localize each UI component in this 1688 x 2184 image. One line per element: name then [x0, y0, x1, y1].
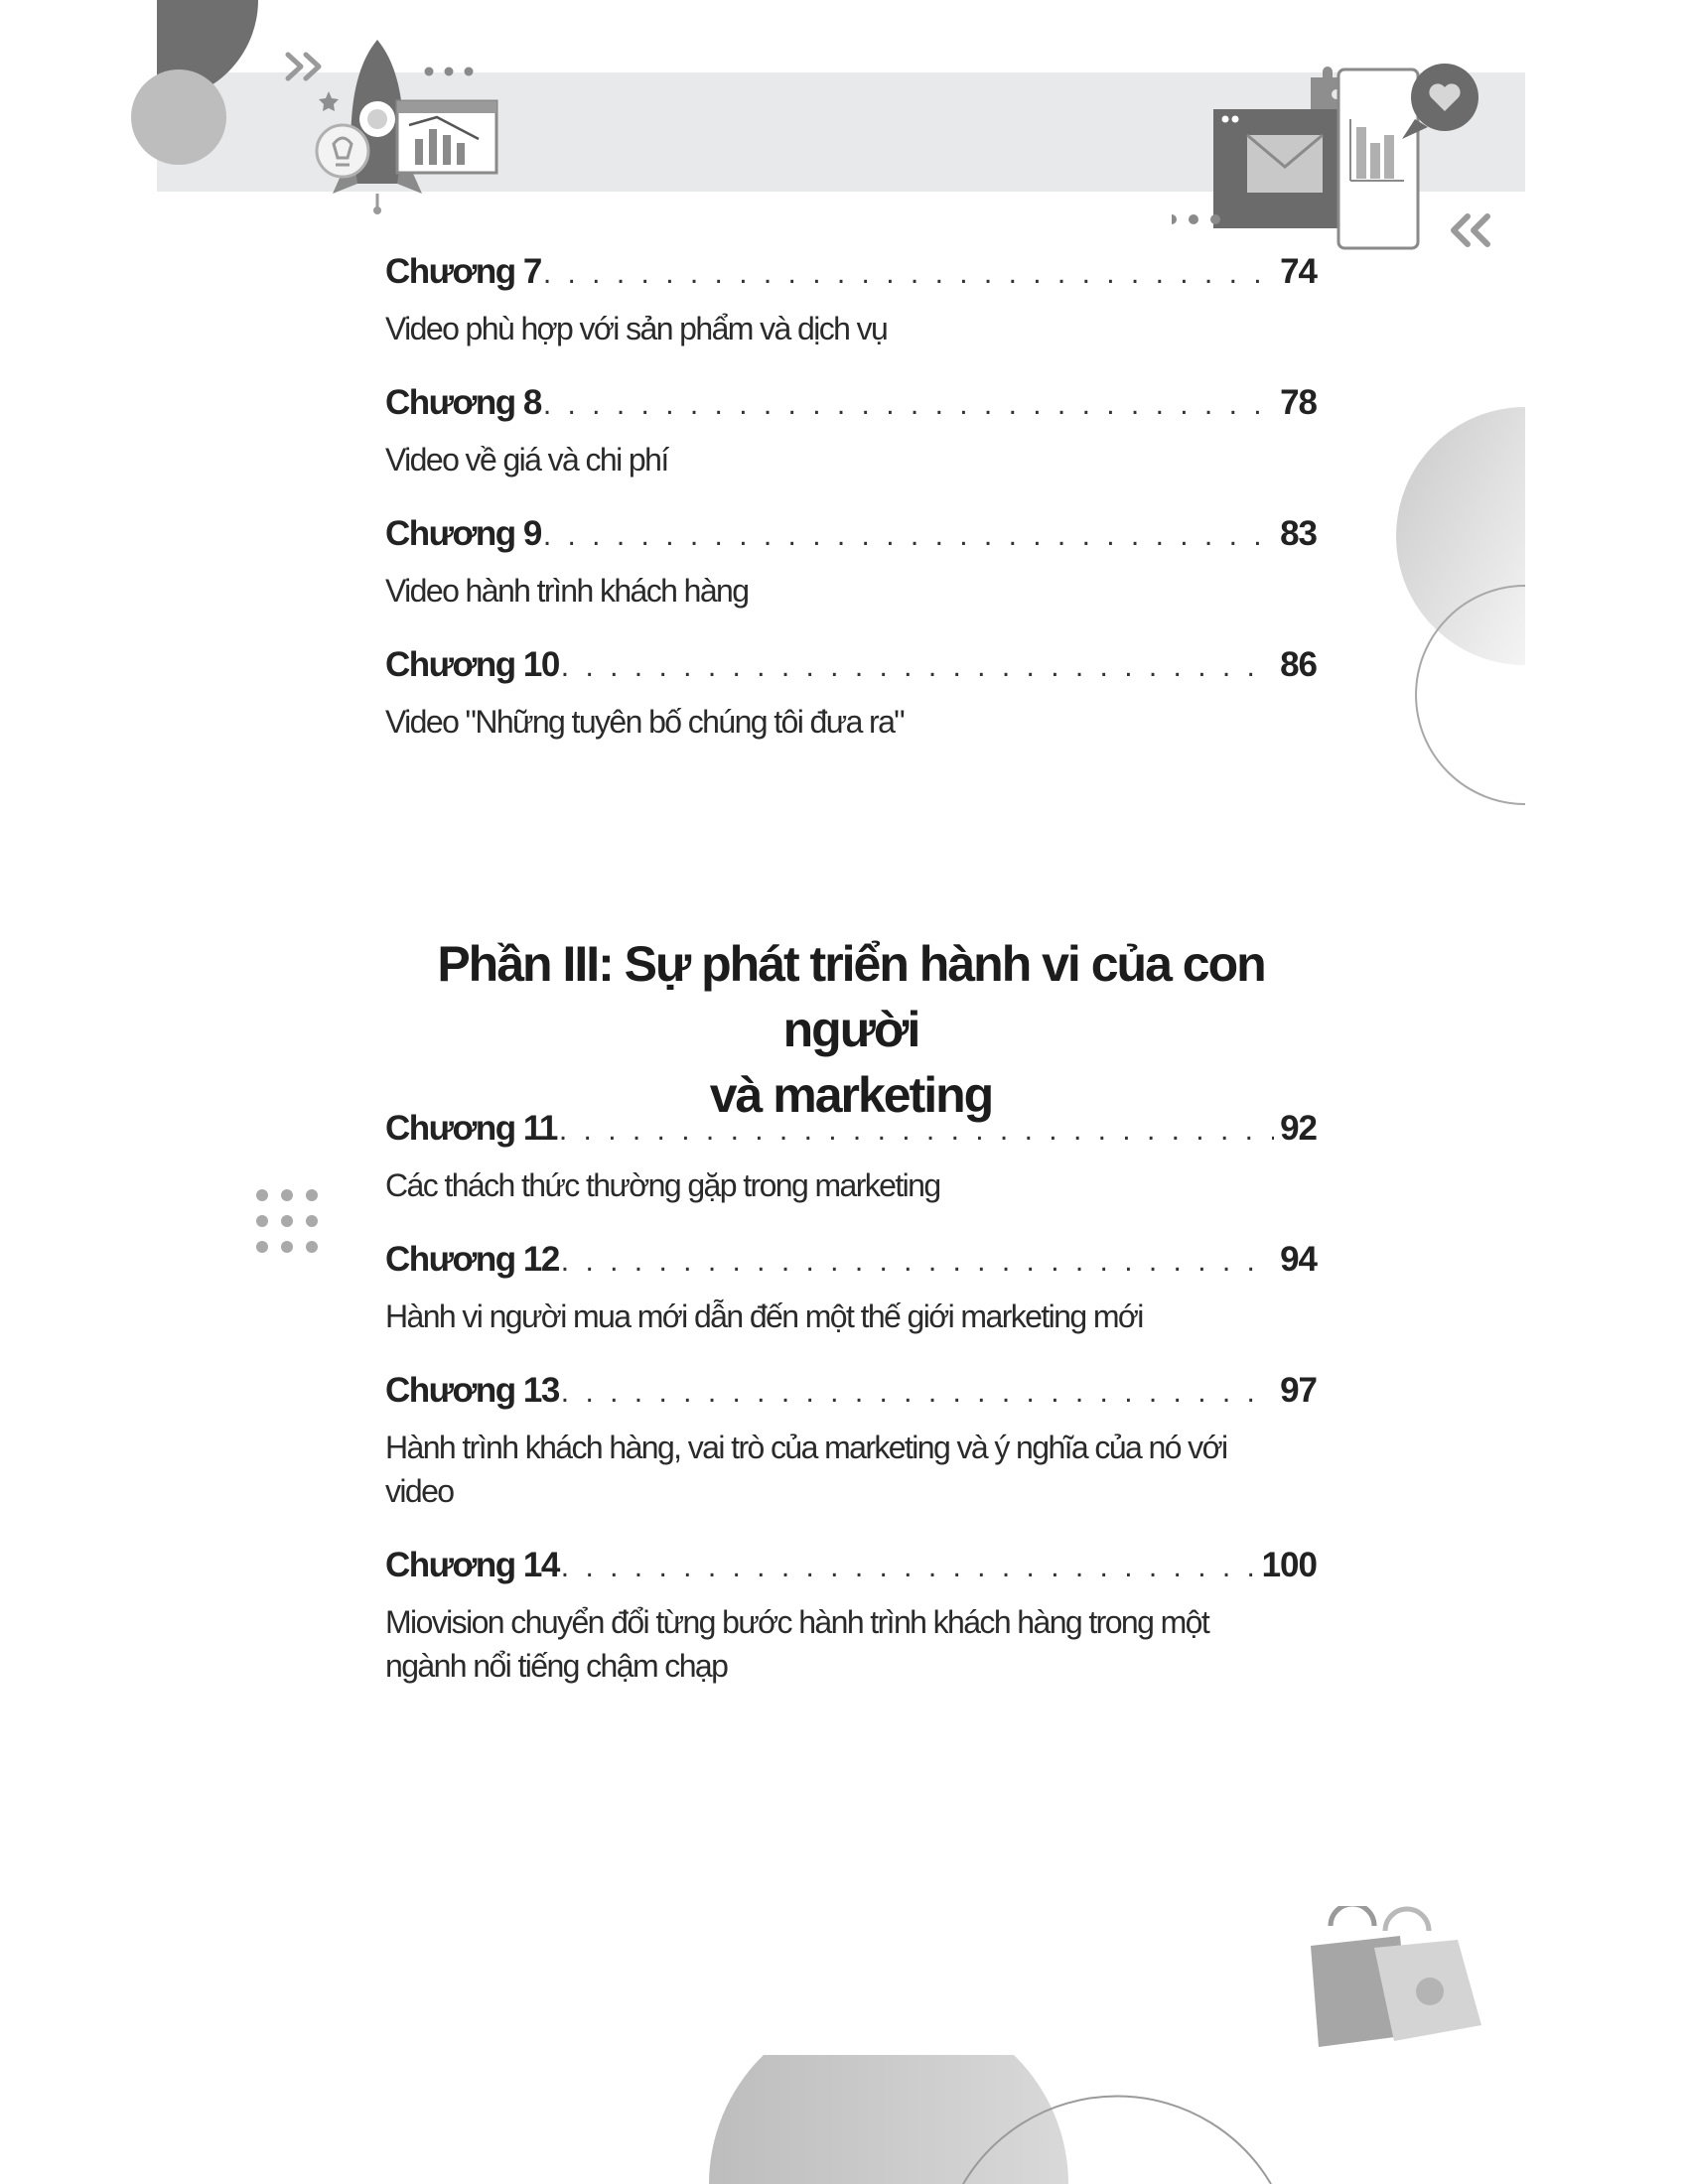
dots-icon	[1172, 214, 1220, 224]
chapter-subtitle: Hành vi người mua mới dẫn đến một thế giới marketing mới	[385, 1298, 1143, 1334]
dot-leader	[543, 509, 1274, 563]
toc-entry[interactable]	[385, 1102, 1317, 1207]
chapter-subtitle: Video về giá và chi phí	[385, 442, 668, 478]
chapter-label: Chương 7	[385, 252, 541, 291]
lightbulb-icon	[317, 125, 368, 177]
header-decoration-right	[1172, 40, 1509, 278]
dot-leader	[561, 1541, 1256, 1594]
chapter-label: Chương 11	[385, 1109, 557, 1148]
shopping-bags-icon	[1291, 1906, 1499, 2055]
dot-leader	[543, 247, 1274, 301]
dots-icon	[425, 68, 474, 76]
toc-entry[interactable]	[385, 1364, 1317, 1513]
section-title-line1: Phần III: Sự phát triển hành vi của con người	[437, 936, 1265, 1057]
chapter-subtitle: Video phù hợp với sản phẩm và dịch vụ	[385, 311, 888, 346]
chapter-label: Chương 14	[385, 1546, 559, 1584]
dot-leader	[543, 378, 1274, 432]
chapter-label: Chương 10	[385, 645, 559, 684]
chapter-subtitle: Miovision chuyển đổi từng bước hành trình khách hàng trong một ngành nổi tiếng chậm chạp	[385, 1604, 1209, 1684]
dot-leader	[561, 1235, 1274, 1289]
envelope-window-icon	[1213, 109, 1342, 228]
section-title	[385, 931, 1317, 1128]
toc-top	[385, 245, 1317, 769]
toc-entry[interactable]	[385, 507, 1317, 613]
chart-window-icon	[397, 101, 496, 173]
toc-entry[interactable]	[385, 1539, 1317, 1688]
toc-entry[interactable]	[385, 376, 1317, 481]
chapter-subtitle: Video hành trình khách hàng	[385, 573, 749, 609]
dot-leader	[559, 1104, 1274, 1158]
toc-entry[interactable]	[385, 638, 1317, 744]
section-title-line2: và marketing	[709, 1067, 993, 1123]
dot-leader	[561, 1366, 1274, 1420]
page-number: 92	[1280, 1109, 1317, 1148]
page-number: 83	[1280, 514, 1317, 553]
dot-leader	[561, 640, 1274, 694]
toc-entry[interactable]	[385, 245, 1317, 350]
chapter-label: Chương 8	[385, 383, 541, 422]
page-number: 78	[1280, 383, 1317, 422]
chapter-label: Chương 13	[385, 1371, 559, 1410]
page-number: 74	[1280, 252, 1317, 291]
header-decoration-left	[0, 0, 556, 238]
star-icon	[319, 91, 339, 111]
page-number: 97	[1280, 1371, 1317, 1410]
side-circles-decoration	[1370, 377, 1529, 834]
chevrons-right-icon	[288, 55, 319, 78]
dot-grid-icon	[253, 1186, 333, 1256]
page-number: 94	[1280, 1240, 1317, 1279]
chapter-label: Chương 9	[385, 514, 541, 553]
chapter-subtitle: Hành trình khách hàng, vai trò của marketing và ý nghĩa của nó với video	[385, 1430, 1227, 1509]
chapter-subtitle: Các thách thức thường gặp trong marketing	[385, 1167, 940, 1203]
chevrons-left-icon	[1454, 216, 1487, 244]
page-number: 86	[1280, 645, 1317, 684]
chapter-label: Chương 12	[385, 1240, 559, 1279]
page-number: 100	[1261, 1546, 1317, 1584]
toc-bottom	[385, 1102, 1317, 1713]
tablet-chart-icon	[1338, 69, 1418, 248]
corner-circle-light	[131, 69, 226, 165]
toc-entry[interactable]	[385, 1233, 1317, 1338]
chapter-subtitle: Video "Những tuyên bố chúng tôi đưa ra"	[385, 704, 905, 740]
bottom-circles-decoration	[695, 2055, 1291, 2184]
